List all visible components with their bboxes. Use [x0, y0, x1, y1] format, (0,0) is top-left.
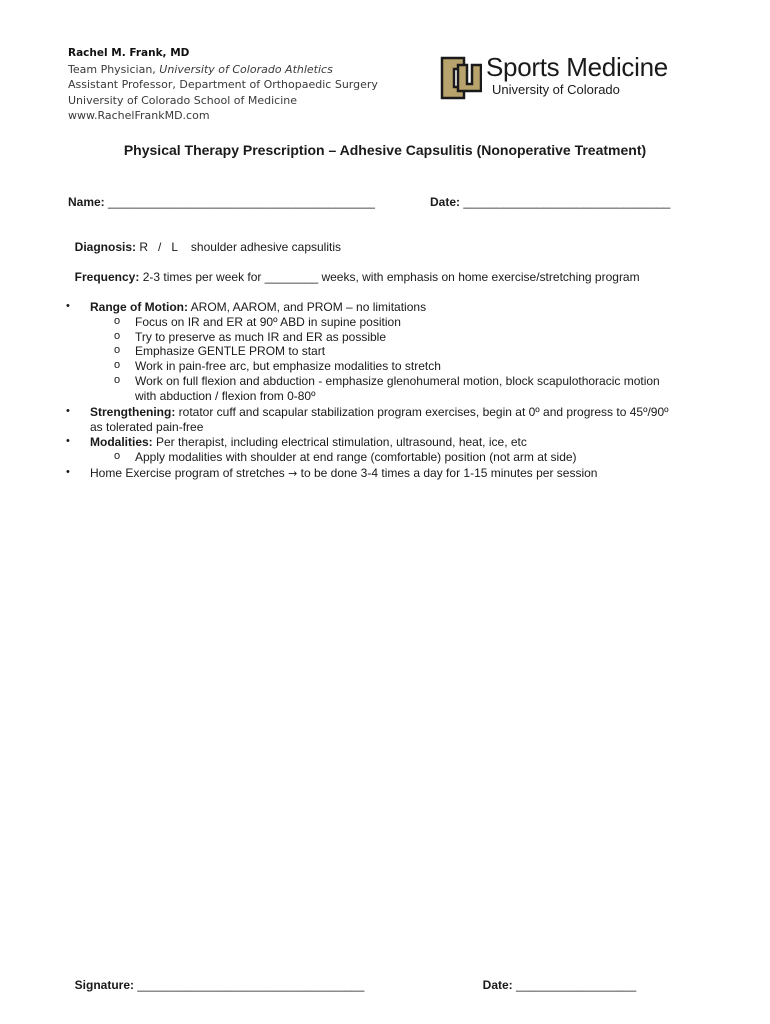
author-role-prefix: Team Physician, [68, 62, 160, 76]
rom-sub-item: Work in pain-free arc, but emphasize modalities to stretch [135, 359, 441, 373]
strength-label: Strengthening: [90, 405, 176, 419]
author-website: www.RachelFrankMD.com [68, 109, 210, 123]
logo-title: Sports Medicine [486, 52, 668, 82]
modalities-item [90, 435, 527, 450]
modalities-sub-item: Apply modalities with shoulder at end range (comfortable) position (not arm at side) [135, 450, 577, 464]
rom-sub-item: Work on full flexion and abduction - emphasize glenohumeral motion, block scapulothoracic motion [135, 374, 660, 388]
date-label: Date: [430, 195, 461, 209]
rom-sub-item: Try to preserve as much IR and ER as possible [135, 330, 386, 344]
diagnosis-line [68, 225, 341, 255]
arrow-right-icon: → [288, 467, 298, 480]
rom-item [90, 300, 426, 315]
logo-subtitle: University of Colorado [492, 82, 620, 97]
sub-bullet-marker: o [114, 315, 121, 327]
author-name: Rachel M. Frank, MD [68, 47, 190, 59]
sub-bullet-marker: o [114, 450, 121, 462]
author-school: University of Colorado School of Medicine [68, 93, 298, 107]
frequency-text: 2-3 times per week for ________ weeks, with emphasis on home exercise/stretching program [139, 270, 640, 284]
rom-sub-item: Focus on IR and ER at 90º ABD in supine position [135, 315, 401, 329]
rom-text: AROM, AAROM, and PROM – no limitations [187, 300, 427, 314]
sub-bullet-marker: o [114, 330, 121, 342]
signature-blank[interactable]: __________________________________ [134, 978, 365, 992]
sub-bullet-marker: o [114, 374, 121, 386]
sub-bullet-marker: o [114, 344, 121, 356]
home-exercise-item [90, 466, 597, 481]
strength-cont: as tolerated pain-free [90, 420, 204, 434]
modalities-text: Per therapist, including electrical stimulation, ultrasound, heat, ice, etc [152, 435, 527, 449]
footer-date-blank[interactable]: __________________ [512, 978, 637, 992]
home-exercise-pre: Home Exercise program of stretches [90, 466, 289, 480]
strength-text: rotator cuff and scapular stabilization program exercises, begin at 0º and progress to 45º/90º [175, 405, 669, 419]
date-field[interactable] [430, 195, 670, 210]
footer-date-field[interactable] [476, 963, 636, 993]
strength-item [90, 405, 669, 420]
cu-monogram-icon [440, 56, 482, 100]
frequency-line [68, 255, 640, 285]
signature-label: Signature: [74, 978, 135, 992]
bullet-marker: • [66, 435, 70, 447]
frequency-label: Frequency: [74, 270, 140, 284]
home-exercise-post: to be done 3-4 times a day for 1-15 minutes per session [297, 466, 598, 480]
diagnosis-text: R / L shoulder adhesive capsulitis [136, 240, 342, 254]
rom-sub-item-cont: with abduction / flexion from 0-80º [135, 389, 316, 403]
sports-medicine-logo [440, 52, 700, 104]
signature-field[interactable] [68, 963, 364, 993]
rom-label: Range of Motion: [90, 300, 188, 314]
date-blank[interactable]: _______________________________ [463, 195, 671, 209]
diagnosis-label: Diagnosis: [74, 240, 137, 254]
sub-bullet-marker: o [114, 359, 121, 371]
author-position: Assistant Professor, Department of Orthopaedic Surgery [68, 78, 378, 92]
name-label: Name: [68, 195, 105, 209]
author-role [68, 62, 378, 78]
bullet-marker: • [66, 466, 70, 478]
rom-sub-item: Emphasize GENTLE PROM to start [135, 344, 326, 358]
author-role-org: University of Colorado Athletics [159, 62, 333, 76]
bullet-marker: • [66, 405, 70, 417]
bullet-marker: • [66, 300, 70, 312]
footer-date-label: Date: [482, 978, 513, 992]
page-title: Physical Therapy Prescription – Adhesive Capsulitis (Nonoperative Treatment) [123, 142, 647, 158]
author-block [68, 46, 378, 124]
name-blank[interactable]: ________________________________________ [108, 195, 375, 209]
modalities-label: Modalities: [90, 435, 153, 449]
name-field[interactable] [68, 195, 375, 210]
